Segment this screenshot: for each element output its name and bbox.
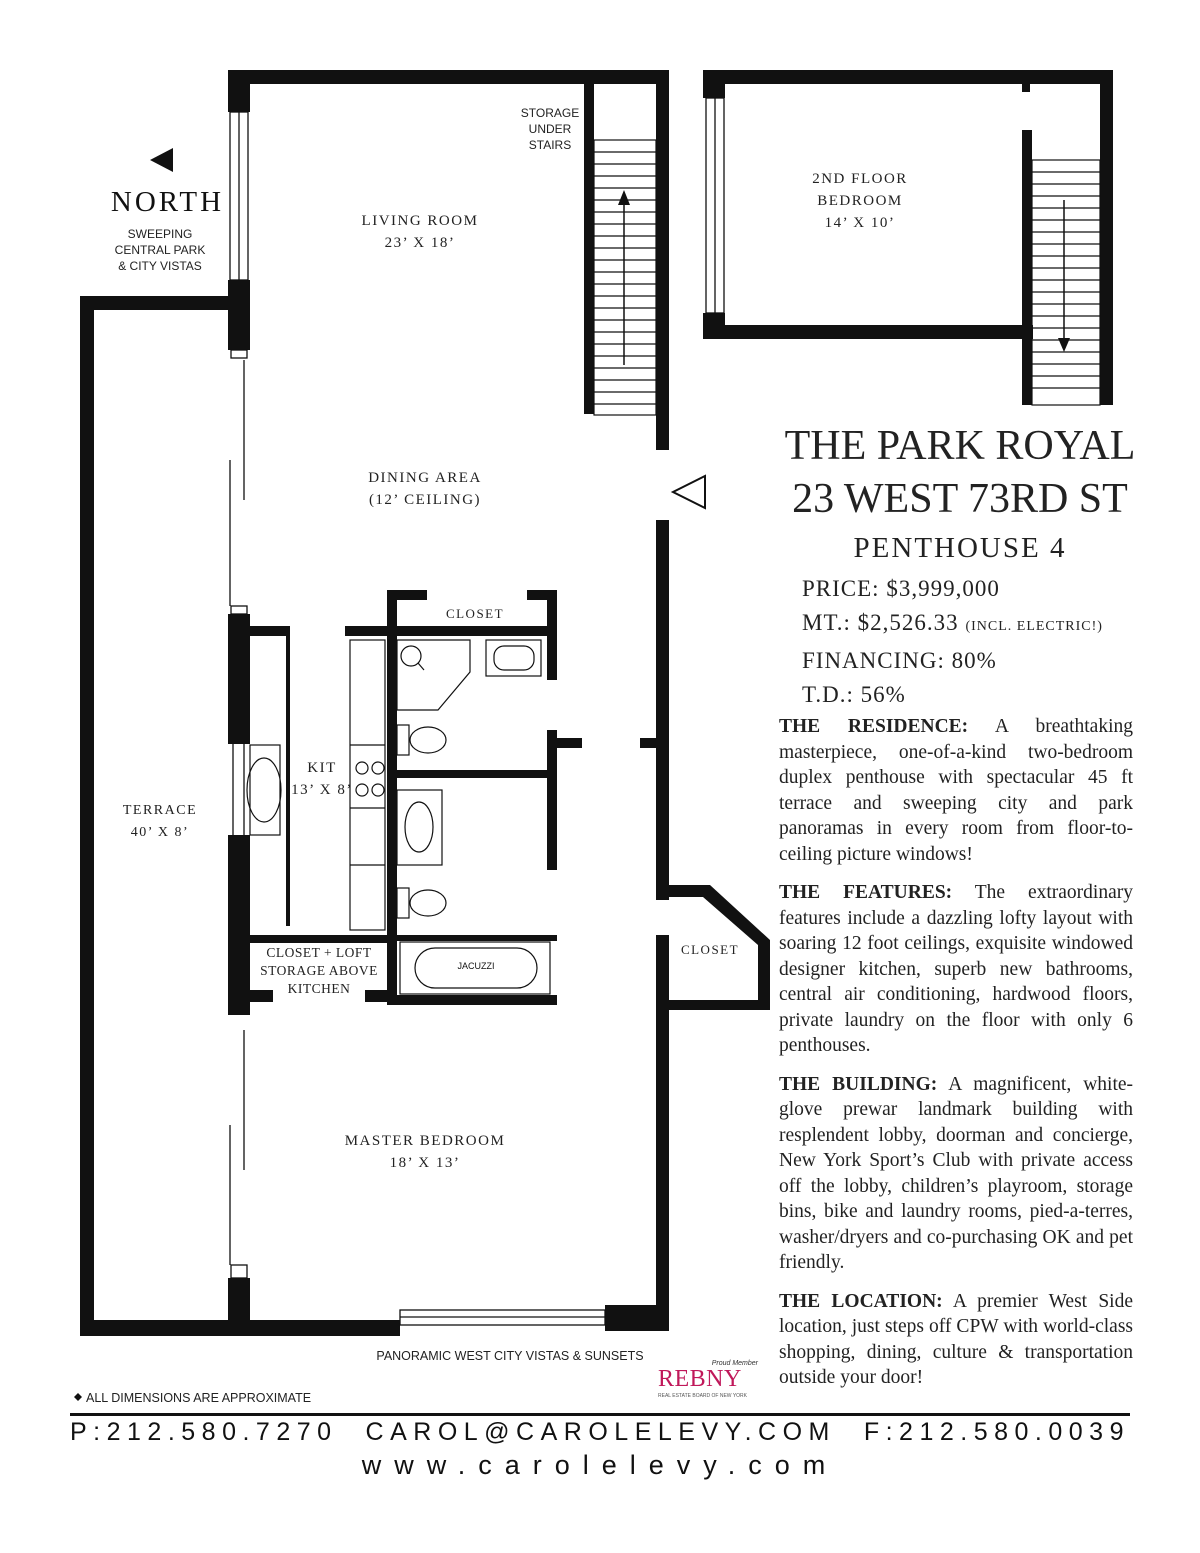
living-room-label: LIVING ROOM 23’ X 18’ (361, 213, 479, 251)
wall (1022, 330, 1032, 405)
address: 23 WEST 73RD ST (792, 476, 1128, 522)
wall (250, 935, 390, 943)
website-link[interactable]: www.carolelevy.com (361, 1450, 839, 1480)
wall (640, 738, 658, 748)
email-link[interactable]: CAROL@CAROLELEVY.COM (365, 1418, 836, 1446)
wall (80, 296, 94, 1336)
wall (703, 325, 1033, 339)
description (779, 714, 1133, 1404)
wall (228, 280, 250, 350)
location-paragraph: THE LOCATION: A premier West Side location, just steps off CPW with world-class shopping, dining, culture & transportation outside your door! (779, 1290, 1133, 1388)
maintenance: MT.: $2,526.33 (INCL. ELECTRIC!) (802, 610, 1103, 635)
footer-contact (70, 1418, 1130, 1447)
rebny-logo: Proud Member REBNY REAL ESTATE BOARD OF NEW YORK (658, 1360, 758, 1399)
bullet-icon (74, 1393, 82, 1401)
dining-area-label: DINING AREA (12’ CEILING) (368, 470, 482, 508)
tax-deductibility: T.D.: 56% (802, 682, 906, 707)
wall (656, 70, 669, 450)
wall (80, 296, 230, 310)
closet-loft-label: CLOSET + LOFT STORAGE ABOVE KITCHEN (260, 945, 378, 996)
wall (1022, 84, 1030, 92)
wall (250, 626, 290, 636)
wall (1022, 130, 1032, 340)
wall (557, 738, 582, 748)
wall (656, 935, 669, 1325)
master-bedroom-label: MASTER BEDROOM 18’ X 13’ (344, 1133, 506, 1171)
storage-label: STORAGE UNDER STAIRS (520, 106, 580, 152)
wall (228, 1278, 250, 1328)
wall (656, 520, 669, 900)
closet-right-label: CLOSET (680, 942, 740, 957)
wall (703, 70, 725, 98)
stair-arrow-down (1058, 338, 1070, 352)
north-arrow-icon (150, 148, 173, 172)
residence-paragraph: THE RESIDENCE: A breathtaking masterpiece, one-of-a-kind two-bedroom duplex penthouse with spectacular 45 ft terrace and sweeping city and park panoramas in every room from floor-to-ceiling picture windows! (779, 716, 1133, 865)
wall (387, 770, 557, 778)
kitchen-label: KIT 13’ X 8’ (291, 760, 353, 798)
wall (547, 770, 557, 870)
stair-arrow-up (618, 190, 630, 205)
wall (387, 935, 557, 941)
wall (345, 626, 550, 636)
building-paragraph: THE BUILDING: A magnificent, white-glove prewar landmark building with resplendent lobby, doorman and concierge, New York Sport’s Club with private access off the lobby, children’s playroom, storage bins, bike and laundry rooms, pied-a-terres, washer/dryers and co-purchasing OK and pet friendly. (779, 1073, 1134, 1273)
wall (547, 730, 557, 770)
unit: PENTHOUSE 4 (853, 532, 1067, 564)
closet-top-label: CLOSET (445, 606, 505, 621)
wall (228, 614, 250, 744)
wall (228, 70, 250, 112)
wall (387, 995, 557, 1005)
financing: FINANCING: 80% (802, 648, 997, 673)
footer-rule (70, 1413, 1130, 1416)
fax[interactable]: F:212.580.0039 (863, 1418, 1130, 1446)
north-note: SWEEPING CENTRAL PARK & CITY VISTAS (114, 227, 206, 273)
phone[interactable]: P:212.580.7270 (70, 1418, 338, 1446)
wall (228, 835, 250, 1015)
entry-arrow-icon (673, 476, 705, 508)
west-vistas-label: PANORAMIC WEST CITY VISTAS & SUNSETS (376, 1349, 644, 1363)
wall (703, 70, 1113, 84)
financials (802, 572, 1172, 712)
wall (547, 590, 557, 680)
wall (1100, 70, 1113, 405)
terrace-label: TERRACE 40’ X 8’ (122, 803, 198, 840)
wall (228, 70, 668, 84)
features-paragraph: THE FEATURES: The extraordinary features include a dazzling lofty layout with soaring 12 foot ceilings, exquisite windowed designer kitchen, superb new bathrooms, central air conditioning, hardwood floors, private laundry on the floor with only 6 penthouses. (779, 882, 1133, 1056)
wall (387, 590, 427, 600)
jacuzzi-label: JACUZZI (457, 961, 495, 971)
dimensions-note: ALL DIMENSIONS ARE APPROXIMATE (86, 1391, 312, 1405)
building-name: THE PARK ROYAL (784, 423, 1136, 469)
north-label: NORTH (110, 186, 225, 218)
price: PRICE: $3,999,000 (802, 576, 1000, 601)
second-floor-bedroom-label: 2ND FLOOR BEDROOM 14’ X 10’ (812, 171, 908, 231)
